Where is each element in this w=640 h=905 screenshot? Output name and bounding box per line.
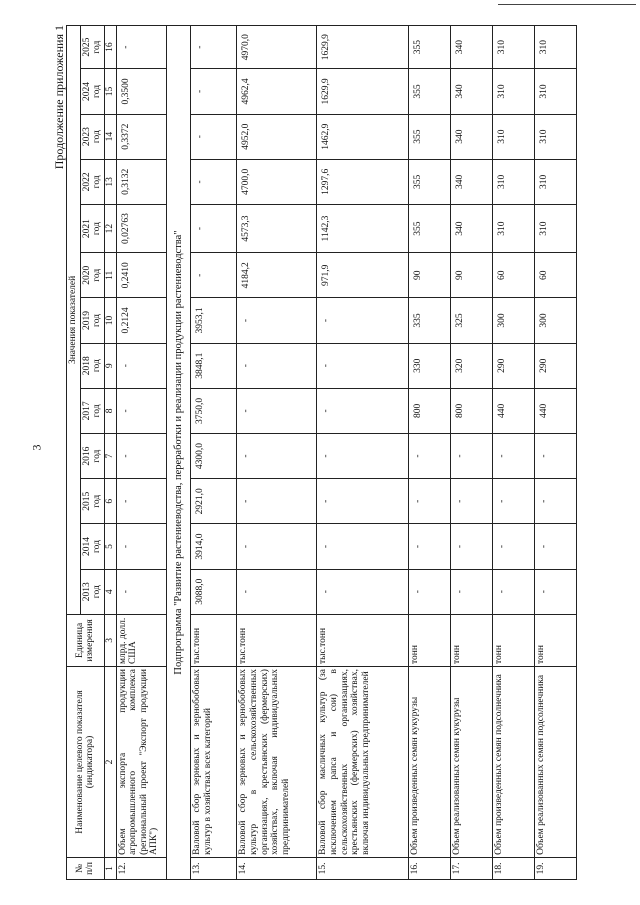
indicator-value: - [237,569,317,614]
column-index: 2 [104,667,116,858]
indicator-value: 330 [409,343,451,388]
indicator-value: - [191,26,237,69]
unit-of-measure: тонн [535,614,577,666]
indicator-value: 355 [409,204,451,252]
year-unit: год [92,175,103,189]
table-header [67,26,117,880]
column-index: 3 [104,614,116,666]
indicator-value: 310 [493,69,535,114]
indicator-value: 800 [451,388,493,433]
indicator-value: - [317,479,409,524]
row-number: 19. [535,857,577,879]
year-header [80,26,104,69]
indicator-value: 4573,3 [237,204,317,252]
unit-of-measure: млрд. долл. США [116,614,166,666]
indicator-value: - [493,433,535,478]
year-header [80,159,104,204]
year-header [80,343,104,388]
indicator-value: - [451,433,493,478]
year-value: 2017 [81,401,92,421]
year-value: 2024 [81,81,92,101]
year-unit: год [92,130,103,144]
indicator-value: - [116,343,166,388]
indicator-value: 355 [409,26,451,69]
year-header [80,204,104,252]
year-unit: год [92,40,103,54]
indicator-value: - [116,433,166,478]
year-value: 2020 [81,265,92,285]
col-name-header: Наименование целевого показателя (индикатора) [67,667,105,858]
unit-of-measure: тонн [409,614,451,666]
indicator-value: 0,02763 [116,204,166,252]
indicator-value: 90 [451,253,493,298]
rotated-page [52,25,640,880]
indicator-value: 2921,0 [191,479,237,524]
indicator-value: 1629,9 [317,26,409,69]
indicator-value: 340 [451,114,493,159]
indicator-name: Объем реализованных семян подсолнечника [535,667,577,858]
column-index: 12 [104,204,116,252]
indicator-value: 290 [535,343,577,388]
indicator-value: - [451,479,493,524]
indicator-value: 1142,3 [317,204,409,252]
indicator-value: 355 [409,114,451,159]
indicator-value: - [535,569,577,614]
indicator-value: - [493,569,535,614]
indicator-value: - [116,524,166,569]
continuation-note: Продолжение приложения 1 [52,25,66,170]
year-header [80,479,104,524]
indicator-value: - [535,524,577,569]
indicator-value: 0,3132 [116,159,166,204]
indicator-value: 325 [451,298,493,343]
year-header [80,253,104,298]
indicator-value: - [116,569,166,614]
row-number: 17. [451,857,493,879]
year-value: 2022 [81,172,92,192]
year-value: 2016 [81,446,92,466]
indicator-value: 310 [535,204,577,252]
indicator-value: - [116,388,166,433]
indicator-value: 4300,0 [191,433,237,478]
indicator-value: 300 [535,298,577,343]
year-header [80,388,104,433]
indicator-value: 440 [535,388,577,433]
table-row [191,26,237,880]
year-unit: год [92,359,103,373]
indicator-value: 340 [451,26,493,69]
table-row [451,26,493,880]
indicator-value: 0,2410 [116,253,166,298]
indicator-value: - [451,524,493,569]
year-value: 2014 [81,537,92,556]
indicator-value: 60 [535,253,577,298]
indicator-value: 3750,0 [191,388,237,433]
year-header [80,69,104,114]
column-index: 14 [104,114,116,159]
unit-of-measure: тонн [493,614,535,666]
table-row [493,26,535,880]
indicator-value: 0,3500 [116,69,166,114]
row-number: 12. [116,857,166,879]
indicator-name: Валовой сбор зерновых и зернобобовых культур в хозяйствах всех категорий [191,667,237,858]
column-index: 15 [104,69,116,114]
row-number: 16. [409,857,451,879]
year-header [80,433,104,478]
year-unit: год [92,84,103,98]
indicator-value: - [317,569,409,614]
column-index: 1 [104,857,116,879]
table-row [409,26,451,880]
row-number: 18. [493,857,535,879]
indicator-name: Валовой сбор зерновых и зернобобовых культур в сельскохозяйственных организациях, крестьянских (фермерских) хозяйствах, включая индивидуальных предпринимателей [237,667,317,858]
indicator-value: - [317,388,409,433]
year-unit: год [92,313,103,327]
column-index: 6 [104,479,116,524]
indicator-value: - [237,298,317,343]
subprogram-title: Подпрограмма "Развитие растениеводства, переработки и реализации продукции растениеводства" [166,26,191,880]
year-value: 2015 [81,491,92,511]
indicator-table [66,25,577,880]
indicator-value: - [535,479,577,524]
unit-of-measure: тыс.тонн [317,614,409,666]
year-unit: год [92,404,103,418]
indicator-value: - [317,343,409,388]
year-header [80,569,104,614]
column-index: 9 [104,343,116,388]
year-value: 2013 [81,582,92,602]
indicator-value: 310 [535,159,577,204]
indicator-value: 0,2124 [116,298,166,343]
column-index: 13 [104,159,116,204]
indicator-name: Объем произведенных семян кукурузы [409,667,451,858]
indicator-name: Объем произведенных семян подсолнечника [493,667,535,858]
year-value: 2018 [81,356,92,376]
indicator-value: 3848,1 [191,343,237,388]
year-header [80,298,104,343]
indicator-value: 335 [409,298,451,343]
year-header [80,114,104,159]
year-unit: год [92,540,103,553]
indicator-value: 0,3372 [116,114,166,159]
indicator-value: 90 [409,253,451,298]
indicator-value: - [409,524,451,569]
indicator-value: 1462,9 [317,114,409,159]
indicator-value: 1297,6 [317,159,409,204]
indicator-value: 310 [493,114,535,159]
indicator-value: - [237,388,317,433]
column-index: 11 [104,253,116,298]
column-index: 4 [104,569,116,614]
indicator-value: 310 [535,114,577,159]
col-num-header: № п/п [67,857,105,879]
values-group-header: Значения показателей [67,26,81,615]
subprogram-row [166,26,191,880]
year-value: 2025 [81,37,92,57]
indicator-value: 340 [451,69,493,114]
indicator-value: 800 [409,388,451,433]
indicator-value: 4952,0 [237,114,317,159]
indicator-value: - [116,26,166,69]
page-number: 3 [29,444,44,451]
column-index-row [104,26,116,880]
indicator-value: 3914,0 [191,524,237,569]
indicator-value: 4184,2 [237,253,317,298]
year-value: 2021 [81,219,92,239]
indicator-value: 300 [493,298,535,343]
indicator-value: 320 [451,343,493,388]
indicator-value: - [409,433,451,478]
indicator-value: 3088,0 [191,569,237,614]
table-row [116,26,166,880]
indicator-value: 340 [451,204,493,252]
indicator-value: - [237,433,317,478]
year-unit: год [92,494,103,508]
year-header [80,524,104,569]
table-row [237,26,317,880]
indicator-value: - [409,479,451,524]
year-unit: год [92,449,103,463]
indicator-value: 310 [493,204,535,252]
row-number: 14. [237,857,317,879]
indicator-value: - [191,159,237,204]
indicator-value: 1629,9 [317,69,409,114]
indicator-value: - [493,479,535,524]
indicator-value: - [116,479,166,524]
indicator-value: - [317,433,409,478]
indicator-value: 60 [493,253,535,298]
indicator-value: 290 [493,343,535,388]
row-number: 15. [317,857,409,879]
table-row [535,26,577,880]
indicator-value: - [191,253,237,298]
indicator-name: Объем экспорта продукции агропромышленного комплекса (региональный проект "Экспорт продукции АПК") [116,667,166,858]
indicator-value: - [191,114,237,159]
indicator-value: - [535,433,577,478]
year-value: 2023 [81,127,92,147]
indicator-name: Валовой сбор масличных культур (за исключением рапса и сои) в сельскохозяйственных организациях, крестьянских (фермерских) хозяйствах, включая индивидуальных предпринимателей [317,667,409,858]
indicator-value: - [317,298,409,343]
unit-of-measure: тыс.тонн [237,614,317,666]
col-unit-header: Единица измерения [67,614,105,666]
year-value: 2019 [81,310,92,330]
year-unit: год [92,222,103,236]
indicator-value: 310 [493,159,535,204]
indicator-value: 310 [535,69,577,114]
column-index: 10 [104,298,116,343]
indicator-value: 440 [493,388,535,433]
indicator-value: 4970,0 [237,26,317,69]
indicator-value: 310 [535,26,577,69]
column-index: 5 [104,524,116,569]
indicator-value: 340 [451,159,493,204]
indicator-value: 3953,1 [191,298,237,343]
indicator-value: 355 [409,69,451,114]
column-index: 7 [104,433,116,478]
indicator-value: - [191,69,237,114]
indicator-name: Объем реализованных семян кукурузы [451,667,493,858]
column-index: 16 [104,26,116,69]
top-rule [498,4,636,5]
unit-of-measure: тыс.тонн [191,614,237,666]
indicator-value: - [191,204,237,252]
indicator-value: - [237,524,317,569]
column-index: 8 [104,388,116,433]
table-body [116,26,577,880]
indicator-value: - [237,343,317,388]
year-unit: год [92,268,103,282]
indicator-value: - [409,569,451,614]
indicator-value: 4962,4 [237,69,317,114]
indicator-value: - [317,524,409,569]
indicator-value: 310 [493,26,535,69]
unit-of-measure: тонн [451,614,493,666]
indicator-value: 4700,0 [237,159,317,204]
indicator-value: 971,9 [317,253,409,298]
indicator-value: 355 [409,159,451,204]
row-number: 13. [191,857,237,879]
indicator-value: - [237,479,317,524]
table-row [317,26,409,880]
indicator-value: - [493,524,535,569]
year-unit: год [92,585,103,599]
indicator-value: - [451,569,493,614]
